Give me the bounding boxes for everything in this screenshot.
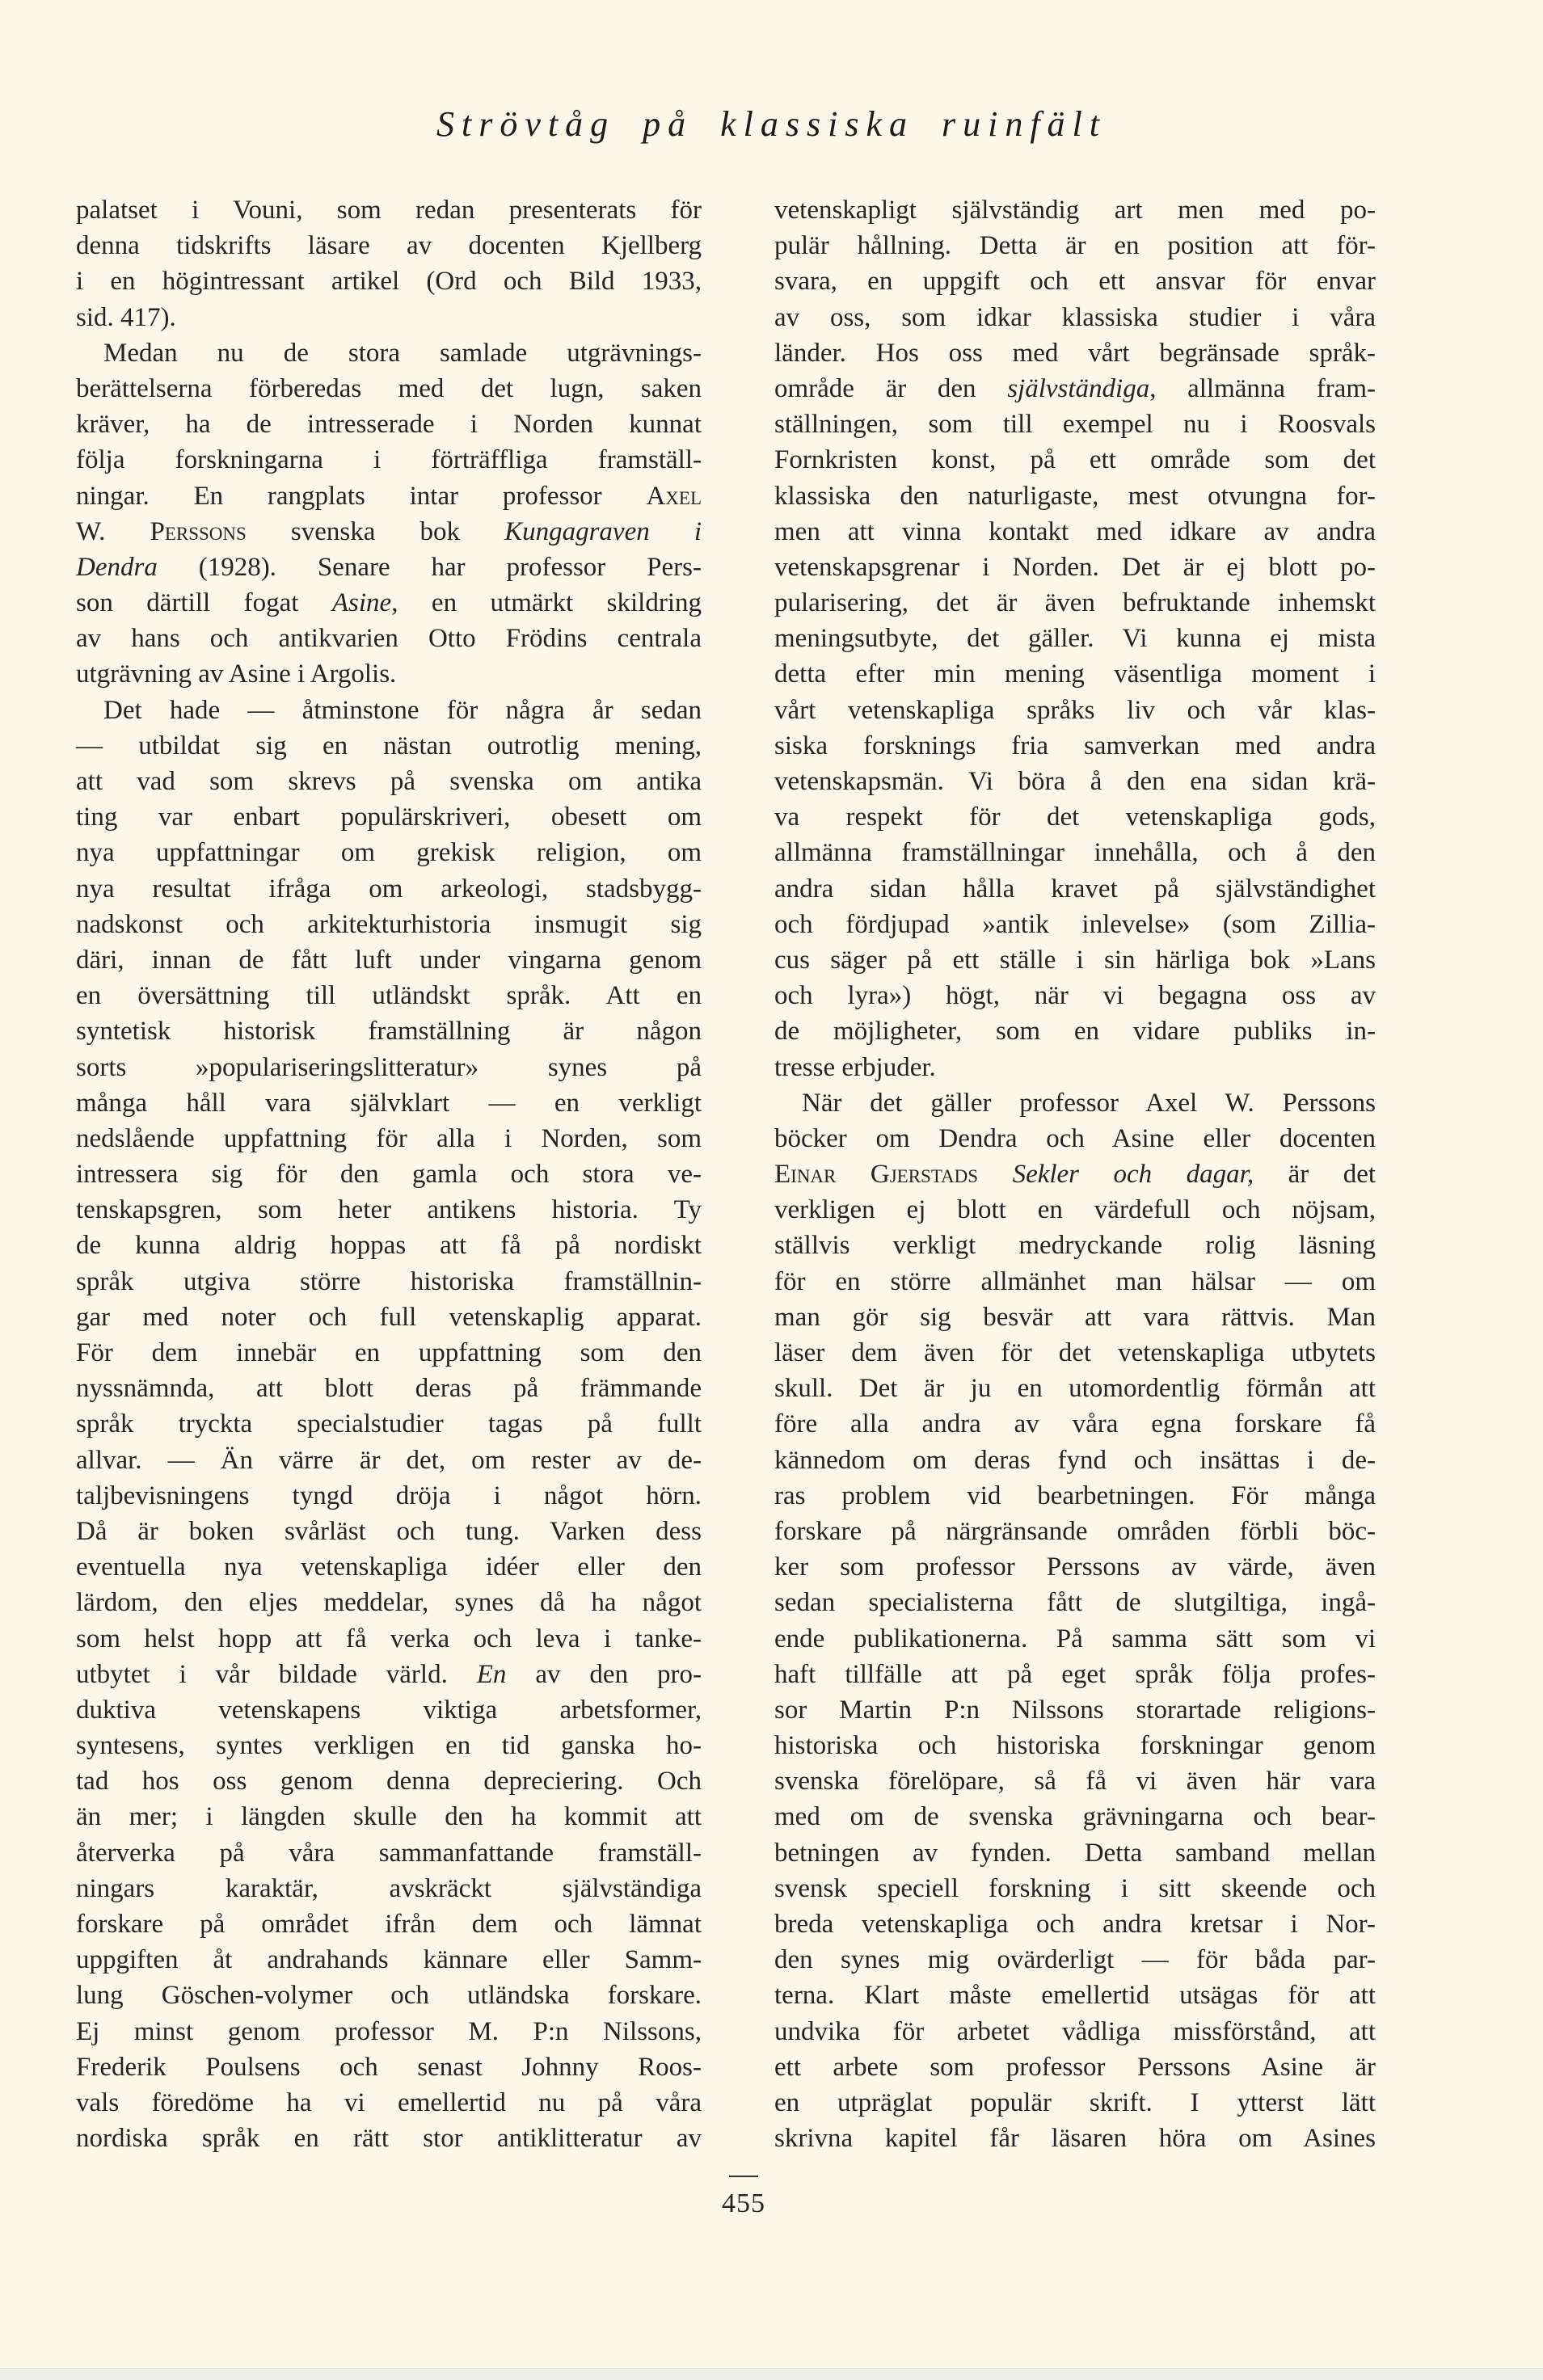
text-line	[774, 1799, 1376, 1834]
text-run: historiska och historiska forskningar genom	[774, 1731, 1376, 1761]
text-run: vals föredöme ha vi emellertid nu på våra	[76, 2087, 702, 2117]
text-line	[774, 656, 1376, 692]
text-run: med om de svenska grävningarna och bear-	[774, 1802, 1376, 1832]
text-line	[774, 871, 1376, 907]
text-line	[76, 1371, 702, 1406]
text-line	[774, 799, 1376, 835]
italic-text: självständiga	[1007, 373, 1150, 403]
text-line	[774, 1013, 1376, 1049]
text-line	[774, 907, 1376, 942]
text-run: Fornkristen konst, på ett område som det	[774, 445, 1376, 475]
text-line	[76, 2014, 702, 2049]
italic-text: Kungagraven i	[504, 516, 702, 546]
text-run: , allmänna fram-	[1149, 373, 1376, 403]
text-line	[76, 907, 702, 942]
text-line	[76, 2121, 702, 2156]
text-run: vetenskapsmän. Vi böra å den ena sidan krä-	[774, 767, 1376, 796]
text-line	[774, 263, 1376, 299]
text-run: sedan specialisterna fått de slutgiltiga, ingå-	[774, 1588, 1376, 1618]
text-line	[76, 835, 702, 870]
text-run: nya resultat ifråga om arkeologi, stadsbygg-	[76, 874, 702, 904]
text-line	[774, 1050, 1376, 1085]
text-line	[76, 942, 702, 978]
text-line	[76, 1871, 702, 1906]
text-line	[76, 1156, 702, 1192]
text-run: skull. Det är ju en utomordentlig förmån att	[774, 1374, 1376, 1404]
text-line	[774, 1514, 1376, 1549]
text-run: Frederik Poulsens och senast Johnny Roos-	[76, 2052, 702, 2082]
text-run: gar med noter och full vetenskaplig apparat.	[76, 1302, 702, 1332]
text-run: Medan nu de stora samlade utgrävnings-	[103, 338, 702, 368]
text-run	[978, 1160, 1013, 1189]
text-run: forskare på närgränsande områden förbli böc-	[774, 1516, 1376, 1546]
text-run: vårt vetenskapliga språks liv och vår klas-	[774, 695, 1376, 725]
text-line	[774, 550, 1376, 585]
text-run: och fördjupad »antik inlevelse» (som Zillia-	[774, 909, 1376, 939]
text-run: i en högintressant artikel (Ord och Bild 1933,	[76, 267, 702, 297]
text-run: duktiva vetenskapens viktiga arbetsformer,	[76, 1695, 702, 1725]
text-line	[76, 1121, 702, 1156]
text-run: av oss, som idkar klassiska studier i våra	[774, 302, 1376, 332]
text-line	[76, 1300, 702, 1335]
italic-text: Asine	[331, 588, 392, 618]
text-run: de möjligheter, som en vidare publiks in-	[774, 1017, 1376, 1047]
text-line	[774, 1264, 1376, 1300]
text-line	[76, 335, 702, 371]
text-run: meningsutbyte, det gäller. Vi kunna ej mista	[774, 624, 1376, 654]
text-run: allvar. — Än värre är det, om rester av de-	[76, 1445, 702, 1475]
text-run: ras problem vid bearbetningen. För många	[774, 1481, 1376, 1510]
text-line	[76, 228, 702, 263]
text-line	[774, 1906, 1376, 1942]
text-line	[76, 978, 702, 1013]
text-run: Då är boken svårläst och tung. Varken dess	[76, 1516, 702, 1546]
text-run: För dem innebär en uppfattning som den	[76, 1338, 702, 1367]
text-line	[76, 585, 702, 621]
italic-text: Dendra	[76, 552, 158, 582]
text-run: lung Göschen-volymer och utländska forskare.	[76, 1981, 702, 2011]
text-line	[774, 693, 1376, 728]
text-line	[774, 335, 1376, 371]
text-run: ningars karaktär, avskräckt självständiga	[76, 1873, 702, 1903]
text-line	[774, 1978, 1376, 2013]
text-line	[76, 371, 702, 406]
text-line	[76, 1906, 702, 1942]
text-line	[76, 728, 702, 764]
text-run: kännedom om deras fynd och insättas i de-	[774, 1445, 1376, 1475]
text-run: När det gäller professor Axel W. Perssons	[802, 1088, 1376, 1118]
text-line	[774, 621, 1376, 656]
italic-text: En	[476, 1659, 507, 1689]
small-caps-text: Axel	[646, 481, 702, 511]
text-line	[76, 1942, 702, 1978]
text-line	[774, 228, 1376, 263]
text-run: eventuella nya vetenskapliga idéer eller den	[76, 1552, 702, 1582]
text-run: en översättning till utländskt språk. Att en	[76, 981, 702, 1011]
text-line	[774, 406, 1376, 442]
text-run: svenska bok	[246, 516, 505, 546]
text-line	[76, 1264, 702, 1300]
text-run: vetenskapsgrenar i Norden. Det är ej blott po-	[774, 552, 1376, 582]
text-line	[774, 1692, 1376, 1728]
text-run: däri, innan de fått luft under vingarna genom	[76, 945, 702, 975]
text-line	[774, 1228, 1376, 1263]
text-line	[774, 514, 1376, 550]
text-line	[774, 1621, 1376, 1657]
text-line	[76, 1835, 702, 1871]
text-line	[76, 1335, 702, 1371]
text-run: klassiska den naturligaste, mest otvungna for-	[774, 481, 1376, 511]
text-run: kräver, ha de intresserade i Norden kunnat	[76, 410, 702, 440]
text-run: lärdom, den eljes meddelar, synes då ha något	[76, 1588, 702, 1618]
text-line	[76, 1085, 702, 1121]
text-run: böcker om Dendra och Asine eller docenten	[774, 1123, 1376, 1153]
text-line	[774, 1835, 1376, 1871]
text-run: breda vetenskapliga och andra kretsar i Nor-	[774, 1910, 1376, 1939]
text-line	[76, 1585, 702, 1620]
text-run: ende publikationerna. På samma sätt som vi	[774, 1624, 1376, 1653]
text-line	[76, 1478, 702, 1514]
left-column	[76, 192, 702, 2156]
text-run: berättelserna förberedas med det lugn, saken	[76, 373, 702, 403]
text-line	[76, 1013, 702, 1049]
text-run: sor Martin P:n Nilssons storartade religions-	[774, 1695, 1376, 1725]
text-run: uppgiften åt andrahands kännare eller Samm-	[76, 1945, 702, 1975]
text-line	[76, 1728, 702, 1763]
text-run: skrivna kapitel får läsaren höra om Asines	[774, 2124, 1376, 2154]
text-line	[76, 2085, 702, 2121]
text-run: vetenskapligt självständig art men med po-	[774, 196, 1376, 225]
page-edge	[0, 2368, 1543, 2380]
folio-rule	[729, 2176, 758, 2177]
text-run: sid. 417).	[76, 302, 176, 332]
text-run: syntesens, syntes verkligen en tid ganska ho-	[76, 1731, 702, 1761]
text-line	[76, 799, 702, 835]
italic-text: Sekler och dagar,	[1012, 1160, 1254, 1190]
text-line	[774, 1478, 1376, 1514]
text-line	[76, 2049, 702, 2085]
text-run: tresse erbjuder.	[774, 1052, 936, 1082]
text-line	[774, 1156, 1376, 1192]
text-run: intressera sig för den gamla och stora ve-	[76, 1160, 702, 1190]
page-number: 455	[722, 2188, 765, 2218]
text-run: många håll vara självklart — en verkligt	[76, 1088, 702, 1118]
text-run: allmänna framställningar innehålla, och å den	[774, 838, 1376, 868]
text-run: nedslående uppfattning för alla i Norden, som	[76, 1123, 702, 1153]
text-run: pulär hållning. Detta är en position att för-	[774, 231, 1376, 261]
text-line	[76, 1978, 702, 2013]
text-run: nyssnämnda, att blott deras på främmande	[76, 1374, 702, 1404]
text-run: att vad som skrevs på svenska om antika	[76, 767, 702, 796]
text-line	[774, 1942, 1376, 1978]
text-run: svensk speciell forskning i sitt skeende och	[774, 1873, 1376, 1903]
text-run: taljbevisningens tyngd dröja i något hörn.	[76, 1481, 702, 1510]
text-line	[76, 442, 702, 478]
text-line	[774, 1657, 1376, 1692]
text-line	[76, 1621, 702, 1657]
text-run: språk utgiva större historiska framställnin-	[76, 1266, 702, 1296]
text-run: ker som professor Perssons av värde, även	[774, 1552, 1376, 1582]
text-line	[774, 764, 1376, 799]
text-run: ningar. En rangplats intar professor	[76, 481, 647, 511]
text-run: är det	[1254, 1160, 1376, 1190]
text-run: av hans och antikvarien Otto Frödins centrala	[76, 624, 702, 654]
text-line	[774, 2049, 1376, 2085]
text-line	[774, 942, 1376, 978]
text-run: nya uppfattningar om grekisk religion, om	[76, 838, 702, 868]
text-run: återverka på våra sammanfattande framställ-	[76, 1838, 702, 1868]
small-caps-text: Perssons	[150, 516, 247, 546]
text-line	[774, 1763, 1376, 1799]
text-run: utgrävning av Asine i Argolis.	[76, 659, 397, 689]
text-run: palatset i Vouni, som redan presenterats för	[76, 196, 702, 225]
text-run: ställvis verkligt medryckande rolig läsning	[774, 1231, 1376, 1261]
text-run: denna tidskrifts läsare av docenten Kjellberg	[76, 231, 702, 261]
text-line	[76, 1192, 702, 1228]
text-line	[76, 1050, 702, 1085]
text-line	[76, 1549, 702, 1585]
text-run: syntetisk historisk framställning är någon	[76, 1017, 702, 1047]
text-line	[76, 1799, 702, 1834]
text-line	[774, 978, 1376, 1013]
text-run: verkligen ej blott en värdefull och nöjsam,	[774, 1195, 1376, 1225]
text-run: va respekt för det vetenskapliga gods,	[774, 802, 1376, 832]
text-line	[76, 263, 702, 299]
text-run: sorts »populariseringslitteratur» synes på	[76, 1052, 702, 1082]
text-run: Det hade — åtminstone för några år sedan	[103, 695, 702, 725]
text-line	[774, 585, 1376, 621]
text-line	[774, 2085, 1376, 2121]
text-line	[774, 1728, 1376, 1763]
text-run: (1928). Senare har professor Pers-	[157, 552, 702, 582]
text-line	[774, 192, 1376, 228]
text-run: som helst hopp att få verka och leva i tanke-	[76, 1624, 702, 1653]
text-run: andra sidan hålla kravet på självständighet	[774, 874, 1376, 904]
text-run: detta efter min mening väsentliga moment i	[774, 659, 1376, 689]
text-line	[774, 835, 1376, 870]
text-run: ställningen, som till exempel nu i Roosvals	[774, 410, 1376, 440]
text-line	[76, 1228, 702, 1263]
text-run: läser dem även för det vetenskapliga utbytets	[774, 1338, 1376, 1367]
text-line	[774, 1871, 1376, 1906]
text-run: siska forsknings fria samverkan med andra	[774, 731, 1376, 760]
text-run: terna. Klart måste emellertid utsägas för att	[774, 1981, 1376, 2011]
text-run: utbytet i vår bildade värld.	[76, 1659, 477, 1689]
text-run: cus säger på ett ställe i sin härliga bok »Lans	[774, 945, 1376, 975]
text-run: tad hos oss genom denna depreciering. Och	[76, 1767, 702, 1797]
text-run: pularisering, det är även befruktande inhemskt	[774, 588, 1376, 618]
text-run: följa forskningarna i förträffliga framställ-	[76, 445, 702, 475]
text-line	[774, 2014, 1376, 2049]
text-run: en utpräglat populär skrift. I ytterst lätt	[774, 2087, 1376, 2117]
text-line	[76, 1763, 702, 1799]
text-run: man gör sig besvär att vara rättvis. Man	[774, 1302, 1376, 1332]
text-run: tenskapsgren, som heter antikens historia. Ty	[76, 1195, 702, 1225]
text-line	[76, 871, 702, 907]
text-line	[774, 1406, 1376, 1442]
text-run: den synes mig ovärderligt — för båda par-	[774, 1945, 1376, 1975]
text-line	[774, 1192, 1376, 1228]
text-run: Ej minst genom professor M. P:n Nilssons,	[76, 2016, 702, 2046]
text-line	[774, 371, 1376, 406]
text-run: länder. Hos oss med vårt begränsade språk-	[774, 338, 1376, 368]
text-run: undvika för arbetet vådliga missförstånd, att	[774, 2016, 1376, 2046]
text-run: de kunna aldrig hoppas att få på nordiskt	[76, 1231, 702, 1261]
text-run: nordiska språk en rätt stor antiklitteratur av	[76, 2124, 702, 2154]
text-run: , en utmärkt skildring	[391, 588, 702, 618]
text-line	[774, 442, 1376, 478]
text-run: språk tryckta specialstudier tagas på fullt	[76, 1409, 702, 1439]
text-line	[774, 1085, 1376, 1121]
text-line	[774, 1121, 1376, 1156]
right-column	[774, 192, 1376, 2156]
text-line	[774, 478, 1376, 514]
text-line	[774, 1300, 1376, 1335]
text-line	[76, 1406, 702, 1442]
running-head: Strövtåg på klassiska ruinfält	[436, 104, 1107, 144]
text-line	[774, 2121, 1376, 2156]
text-run: — utbildat sig en nästan outrotlig mening,	[76, 731, 702, 760]
text-run: W.	[76, 516, 150, 546]
text-run: av den pro-	[506, 1659, 702, 1689]
text-run: före alla andra av våra egna forskare få	[774, 1409, 1376, 1439]
text-run: och lyra») högt, när vi begagna oss av	[774, 981, 1376, 1011]
text-line	[76, 1514, 702, 1549]
text-line	[76, 192, 702, 228]
text-line	[76, 1657, 702, 1692]
text-run: haft tillfälle att på eget språk följa profes-	[774, 1659, 1376, 1689]
text-line	[774, 1549, 1376, 1585]
text-line	[76, 1692, 702, 1728]
text-line	[774, 1335, 1376, 1371]
text-line	[774, 300, 1376, 335]
small-caps-text: Einar Gjerstads	[774, 1160, 979, 1190]
text-run: son därtill fogat	[76, 588, 332, 618]
text-line	[76, 550, 702, 585]
text-line	[76, 764, 702, 799]
text-line	[76, 514, 702, 550]
text-line	[774, 1371, 1376, 1406]
text-line	[76, 300, 702, 335]
text-line	[76, 656, 702, 692]
text-run: ting var enbart populärskriveri, obesett om	[76, 802, 702, 832]
text-run: ett arbete som professor Perssons Asine är	[774, 2052, 1376, 2082]
text-line	[76, 406, 702, 442]
text-line	[76, 1443, 702, 1478]
text-run: svara, en uppgift och ett ansvar för envar	[774, 267, 1376, 297]
text-run: område är den	[774, 373, 1008, 403]
text-run: svenska förelöpare, så få vi även här vara	[774, 1767, 1376, 1797]
text-line	[774, 1443, 1376, 1478]
text-run: för en större allmänhet man hälsar — om	[774, 1266, 1376, 1296]
text-run: nadskonst och arkitekturhistoria insmugit sig	[76, 909, 702, 939]
text-run: än mer; i längden skulle den ha kommit att	[76, 1802, 702, 1832]
text-line	[76, 693, 702, 728]
text-line	[76, 621, 702, 656]
text-run: men att vinna kontakt med idkare av andra	[774, 516, 1376, 546]
text-run: forskare på området ifrån dem och lämnat	[76, 1910, 702, 1939]
text-line	[774, 1585, 1376, 1620]
text-line	[76, 478, 702, 514]
text-run: betningen av fynden. Detta samband mellan	[774, 1838, 1376, 1868]
text-line	[774, 728, 1376, 764]
